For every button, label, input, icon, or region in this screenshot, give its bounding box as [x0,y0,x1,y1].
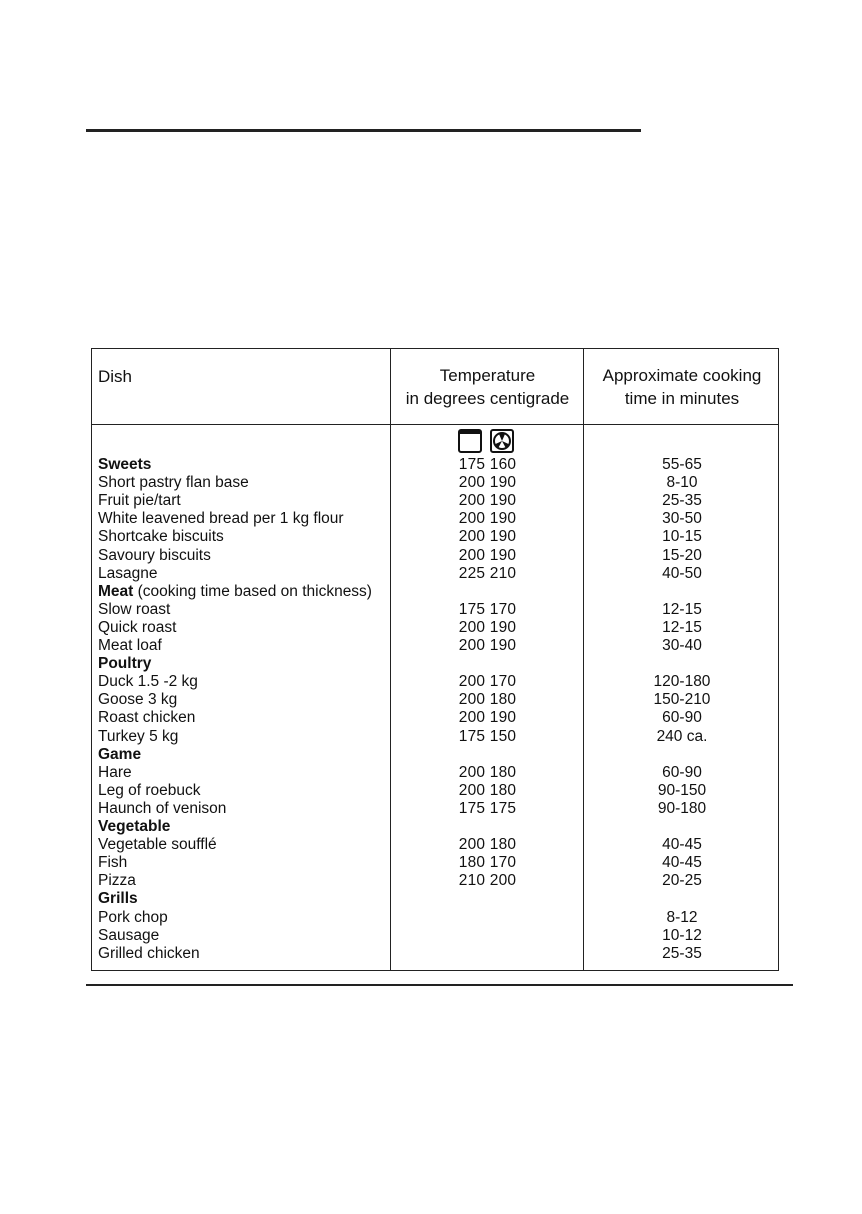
temperature-cell: 200 190 [458,546,517,564]
time-cell: 150-210 [653,691,711,709]
dish-cell [98,800,226,818]
time-cell: 20-25 [662,872,702,890]
time-cell: 30-50 [662,510,702,528]
table-row [92,854,778,872]
table-row [92,909,778,927]
dish-cell [98,601,170,619]
header-time-line2: time in minutes [624,389,740,408]
bottom-rule [86,984,793,986]
time-cell: 10-15 [662,528,702,546]
dish-name: Haunch of venison [98,799,227,817]
temperature-cell: 200 190 [458,492,517,510]
table-row [92,492,778,510]
header-time-line1: Approximate cooking [602,366,762,385]
category-row [92,655,778,673]
dish-name: Leg of roebuck [98,781,201,799]
table-row [92,673,778,691]
temperature-cell: 200 170 [458,673,517,691]
time-cell: 15-20 [662,546,702,564]
time-cell: 40-45 [662,836,702,854]
dish-cell [98,782,201,800]
dish-cell [98,728,178,746]
time-cell: 55-65 [662,456,702,473]
dish-cell [98,836,217,854]
dish-cell [98,655,151,673]
table-row [92,601,778,619]
temperature-cell: 180 170 [458,854,517,872]
table-row [92,637,778,655]
dish-name: Roast chicken [98,709,196,727]
table-row [92,510,778,528]
dish-cell [98,619,176,637]
dish-cell [98,909,168,927]
cooking-table [91,348,779,971]
dish-cell [98,673,198,691]
dish-cell [98,746,141,764]
table-row [92,691,778,709]
dish-name: Pizza [98,872,136,890]
header-divider [92,424,778,425]
dish-cell [98,945,200,963]
dish-name: Grills [98,890,138,908]
dish-name: Grilled chicken [98,944,200,962]
time-cell: 120-180 [653,673,711,691]
temperature-cell: 175 160 [458,456,517,473]
dish-name: Poultry [98,655,152,673]
header-dish: Dish [98,367,133,386]
temperature-cell: 200 180 [458,763,517,781]
temperature-cell: 200 180 [458,691,517,709]
dish-cell [98,709,195,727]
dish-name: Duck 1.5 -2 kg [98,673,198,691]
dish-name: Turkey 5 kg [98,727,179,745]
temperature-cell: 200 190 [458,510,517,528]
dish-note: (cooking time based on thickness) [133,582,372,600]
dish-name: Savoury biscuits [98,546,211,564]
dish-name: Hare [98,763,132,781]
temperature-cell: 200 180 [458,836,517,854]
category-row [92,746,778,764]
time-cell: 30-40 [662,637,702,654]
category-row [92,818,778,836]
temperature-cell: 210 200 [458,872,517,890]
dish-name: Fish [98,854,128,872]
table-row [92,782,778,800]
time-cell: 12-15 [662,600,702,618]
dish-name: Pork chop [98,908,168,926]
header-temperature-line2: in degrees centigrade [405,389,570,408]
conventional-oven-icon [458,429,482,453]
temperature-cell: 200 190 [458,618,517,636]
table-row [92,728,778,746]
dish-name: Quick roast [98,618,177,636]
time-cell: 25-35 [662,492,702,510]
header-temperature-line1: Temperature [439,366,536,385]
header-time [584,364,780,410]
category-row [92,583,778,601]
dish-cell [98,872,136,890]
dish-name: Shortcake biscuits [98,528,224,546]
time-cell: 60-90 [662,763,702,781]
dish-cell [98,528,224,546]
table-row [92,547,778,565]
time-cell: 40-50 [662,564,702,582]
table-row [92,619,778,637]
temperature-cell: 175 175 [458,799,517,817]
dish-cell [98,854,127,872]
table-row [92,800,778,818]
dish-name: Sweets [98,456,152,473]
table-row [92,945,778,963]
table-row [92,709,778,727]
table-row [92,836,778,854]
dish-cell [98,456,151,474]
temperature-cell: 200 190 [458,637,517,654]
top-rule [86,129,641,132]
time-cell: 8-10 [666,474,698,492]
time-cell: 90-150 [657,781,707,799]
category-row [92,456,778,474]
time-cell: 40-45 [662,854,702,872]
time-cell: 240 ca. [656,727,708,745]
table-row [92,565,778,583]
dish-name: Meat [98,582,134,600]
temperature-cell: 225 210 [458,564,517,582]
table-row [92,528,778,546]
time-cell: 25-35 [662,944,702,962]
dish-name: Meat loaf [98,637,162,654]
temperature-cell: 175 150 [458,727,517,745]
table-row [92,474,778,492]
table-row [92,764,778,782]
temperature-cell: 175 170 [458,600,517,618]
time-cell: 12-15 [662,618,702,636]
header-temperature [391,364,584,410]
dish-cell [98,474,249,492]
dish-cell [98,691,177,709]
dish-name: Goose 3 kg [98,691,178,709]
oven-mode-icons [458,429,514,453]
fan-oven-icon [490,429,514,453]
dish-name: Vegetable soufflé [98,836,217,854]
dish-cell [98,764,132,782]
time-cell: 10-12 [662,926,702,944]
table-row [92,927,778,945]
dish-name: Game [98,745,142,763]
dish-name: Short pastry flan base [98,474,249,492]
dish-name: Vegetable [98,818,171,835]
dish-name: White leavened bread per 1 kg flour [98,510,344,528]
table-row [92,872,778,890]
dish-cell [98,818,170,836]
dish-name: Sausage [98,926,160,944]
dish-cell [98,583,372,601]
temperature-cell: 200 190 [458,528,517,546]
temperature-cell: 200 190 [458,474,517,492]
temperature-cell: 200 190 [458,709,517,727]
temperature-cell: 200 180 [458,781,517,799]
dish-name: Lasagne [98,564,158,582]
dish-cell [98,637,162,655]
dish-cell [98,927,159,945]
time-cell: 60-90 [662,709,702,727]
dish-cell [98,890,138,908]
dish-cell [98,547,211,565]
dish-cell [98,492,181,510]
time-cell: 90-180 [657,799,707,817]
dish-cell [98,565,157,583]
dish-cell [98,510,344,528]
time-cell: 8-12 [666,908,698,926]
dish-name: Fruit pie/tart [98,492,181,510]
dish-name: Slow roast [98,600,171,618]
category-row [92,890,778,908]
